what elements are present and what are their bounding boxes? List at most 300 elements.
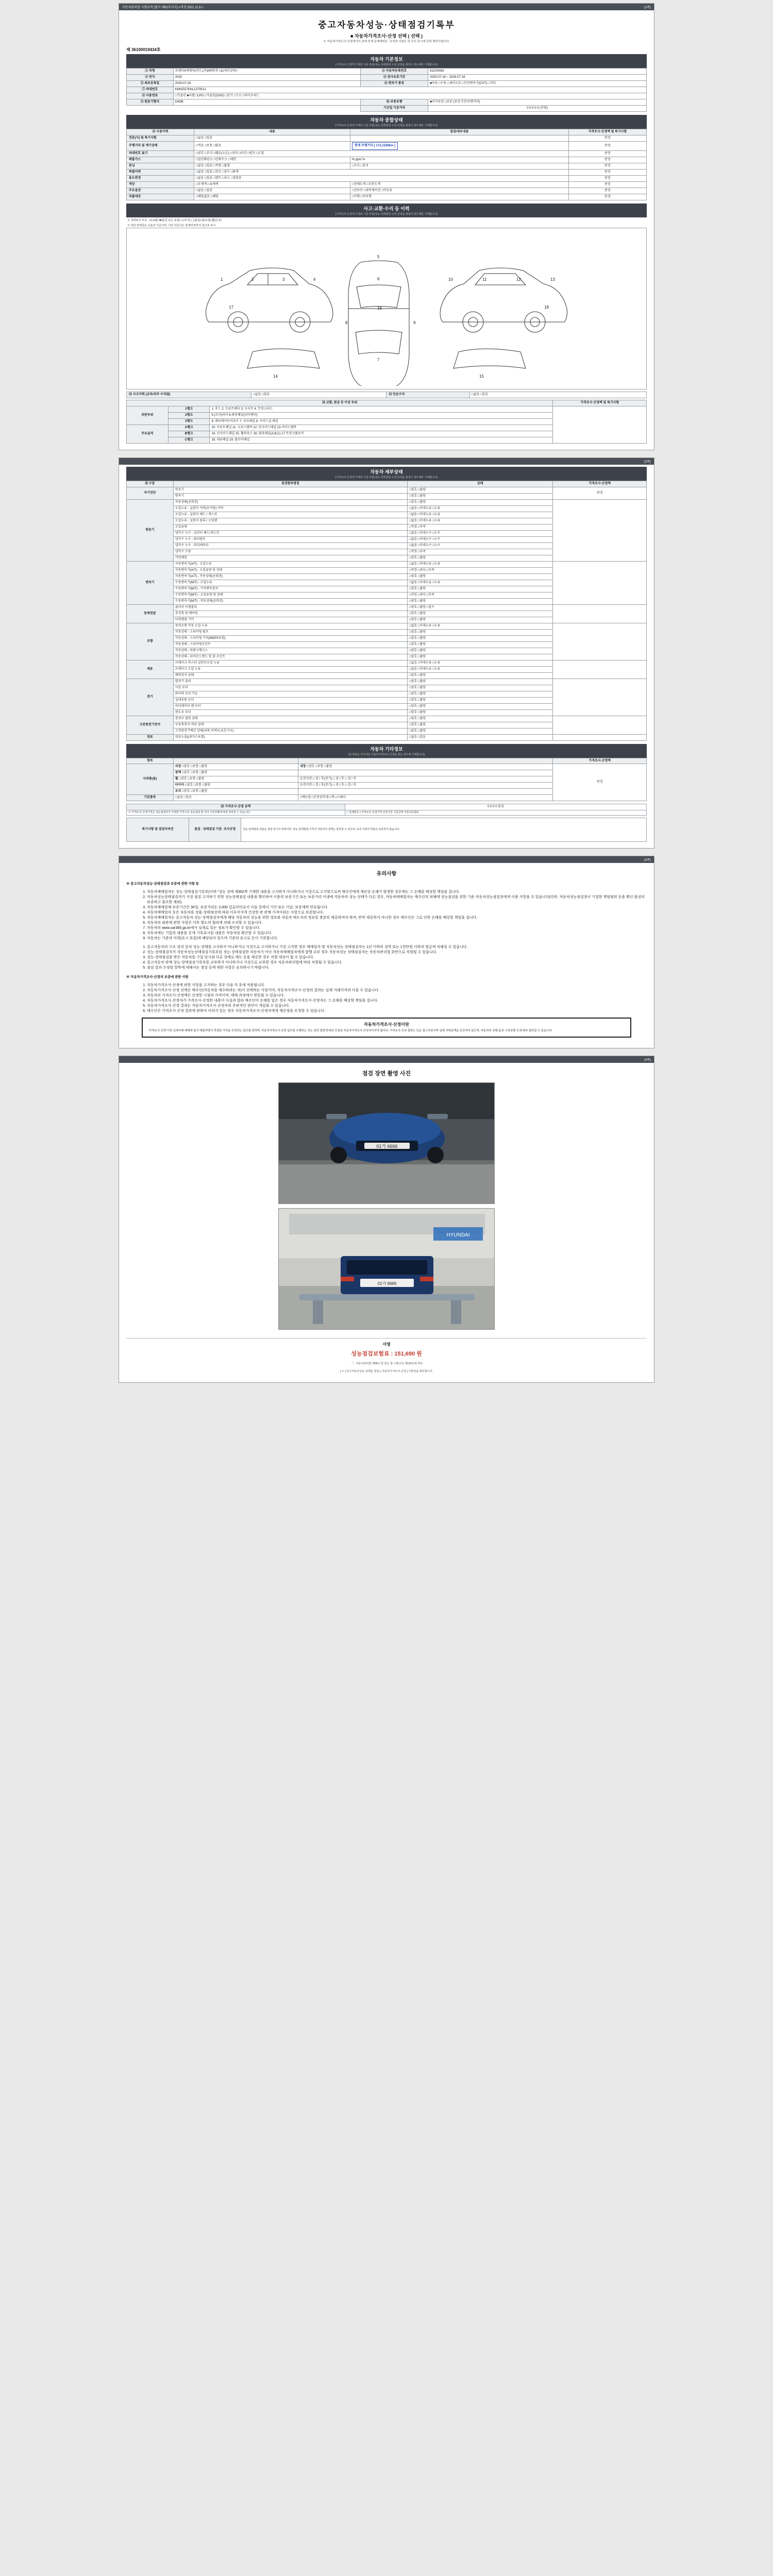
svg-text:9: 9: [413, 320, 416, 326]
detail-item-label: 수동변속기(M/T) - 오일유량 및 상태: [173, 592, 407, 598]
detail-item-label: 냉각수 수량: [173, 549, 407, 555]
price-header: ㉕ 가격조사·산정 금액: [127, 804, 345, 810]
overall-row-label: 색상: [127, 181, 194, 188]
basic-value: D4DB: [173, 99, 360, 106]
special-note-table: [126, 818, 647, 842]
detail-item-label: 작동상태(공회전): [173, 499, 407, 505]
detail-item-state[interactable]: □양호 □불량: [407, 499, 553, 505]
doc-subtitle: ■ 자동차가격조사·산정 선택 ( 선택 ): [350, 33, 423, 39]
terms-section-1-title: ※ 중고자동차성능·상태점검과 보증에 관한 사항 등: [126, 882, 199, 886]
detail-item-state[interactable]: □없음 □미세누유 □누유: [407, 561, 553, 567]
detail-item-state[interactable]: □없음 □미세누유 □누유: [407, 666, 553, 672]
detail-item-label: 커먼레일: [173, 555, 407, 561]
terms-item: 7. 자동차의 www.car365.go.kr에서 실제로 있는 정보가 확인할 수 있습니다.: [147, 925, 647, 930]
section-basic-title: 자동차 기본정보: [126, 54, 647, 63]
overall-row-extra: 판정: [568, 181, 646, 188]
detail-item-label: 브레이크 마스터 실린더오일 누유: [173, 660, 407, 666]
basic-value: KMHZG7KNLL079121: [173, 87, 646, 93]
other-base-label: 기본품목: [127, 795, 174, 801]
parts-title: ⑭ 교환, 판금 등 이상 부위: [127, 400, 553, 406]
parts-list: 18. 대쉬패널 19. 플로어패널: [210, 437, 553, 443]
detail-col-3: 가격조사·산정액: [553, 481, 647, 487]
svg-text:3: 3: [282, 277, 285, 282]
car-damage-diagram: [126, 228, 647, 389]
detail-acc-value: [553, 660, 647, 679]
terms-item: 8. 자동차에는 기입의 내용을 공개·기록표시된 내용은 자동차를 확인할 수 있습니다.: [147, 930, 647, 936]
parts-list: 10. 프론트패널 11. 크로스멤버 12. 인사이드패널 13.사이드멤버: [210, 425, 553, 431]
signature-label: 서명: [126, 1338, 647, 1348]
parts-list: 9. 레디에이터서포트 7. 루프패널 8. 사이드실 패널: [210, 418, 553, 425]
overall-row-label: 주행거리 및 계기상태: [127, 141, 194, 150]
detail-item-state[interactable]: □양호 □불량: [407, 722, 553, 728]
detail-item-label: 배력장치 상태: [173, 672, 407, 679]
section-other-title: 자동차 기타정보: [126, 744, 647, 753]
parts-rank: B랭크: [168, 431, 210, 437]
overall-row-mid[interactable]: □양호 □부식 □훼손(오손) □상이 □타각 □변조 □도말: [194, 150, 568, 157]
terms-item: 4. 자동차매매업자 등은 자동차를 상품·상태점검에 따라 이루어지게 건강한 판 판매 가격이라는 사항으로 보증합니다.: [147, 910, 647, 915]
serial-number: 제 36100019434호: [126, 47, 161, 53]
detail-item-state[interactable]: □양호 □불량: [407, 685, 553, 691]
detail-item-label: 작동상태 - 스티어링 기어(MDPS포함): [173, 635, 407, 641]
overall-row-mid[interactable]: □일산화탄소 □탄화수소 □매연: [194, 157, 350, 163]
detail-item-label: 냉각수 누수 - 실린더 헤드/개스킷: [173, 530, 407, 536]
overall-row-right: □구조 □장치: [350, 163, 568, 169]
detail-item-state[interactable]: □양호 □불량: [407, 728, 553, 734]
detail-item-label: 오일누유 - 실린더 커버(로커암) 커버: [173, 505, 407, 512]
overall-row-mid[interactable]: □없음 □있음 □적법 □불법: [194, 163, 350, 169]
other-info-table: [126, 758, 647, 802]
basic-label: ⑧ 사용연료: [127, 93, 174, 99]
special-note-sub: 점검 · 상태점검 기준· 조사산정: [189, 818, 241, 842]
price-note-left: ※ 가격조사·산정가격은 성능점검자가 가정한 가격으로 성능점검 및 기타 시장상황에 따라 달라질 수 있습니다.: [127, 810, 345, 816]
terms-section-4-title: ※ 자동차가격조사·산정의 보증에 관한 사항: [126, 975, 189, 979]
parts-list: 1. 후드 2. 프론트펜더 3. 도어프 4. 트렁크리드: [210, 406, 553, 412]
basic-value: ■자동 □수동 □세미오토 □무단변속기(CVT) □기타: [428, 81, 647, 87]
detail-col-0: ⑮ 구분: [127, 481, 174, 487]
definition-title: 자동차가격조사·산정이란: [364, 1022, 409, 1027]
other-row-right[interactable]: 운전석전 □ 전 / 후(전기) □ 전 / 후 □ 전 / 후: [298, 783, 552, 789]
basic-value: 2020-07-16: [173, 81, 360, 87]
photo-lift-rear-svg: [279, 1209, 495, 1330]
detail-acc-value: [553, 499, 647, 561]
other-col-0: 항목: [127, 758, 174, 764]
detail-item-state[interactable]: □적정 □부족: [407, 524, 553, 530]
detail-item-state[interactable]: □양호 □불량: [407, 555, 553, 561]
detail-row: [127, 679, 647, 685]
definition-box: [142, 1018, 631, 1038]
detail-group-label: 연료: [127, 734, 174, 740]
overall-row-mid[interactable]: □적음 □보통 □많음: [194, 141, 350, 150]
detail-item-label: 자동변속기(A/T) - 오일유량 및 상태: [173, 567, 407, 573]
section-basic-note: (가격조사·산정액 기재의 기준 부분(성능·상태점검 수정·산정을 점검이 경우에만 기재합니다): [126, 63, 647, 68]
footnote-2: [ ※ ] 중고자동차성능·상태를 점검, [ 자동차가격조사·산정 ] 사항임을 확인합니다.: [340, 1370, 433, 1374]
svg-text:4: 4: [313, 277, 316, 282]
section-other-note: (⑯ 항목은 부가적인 자동차가격조사·산정을 받는 경우에 기재합니다): [126, 753, 647, 758]
terms-item: 5. 점검 결과 수정된 항목에 대해서는 점검 등에 대한 사항은 유의하시기 바랍니다.: [147, 965, 647, 970]
detail-item-state[interactable]: □없음 □미세누수 □누수: [407, 536, 553, 543]
terms-list-2: [126, 944, 647, 970]
detail-item-state[interactable]: □양호 □불량: [407, 629, 553, 635]
detail-item-state[interactable]: □양호 □불량: [407, 672, 553, 679]
other-row-left[interactable]: 외장 □양호 □보통 □불량: [173, 764, 298, 770]
detail-item-state[interactable]: □양호 □불량: [407, 598, 553, 604]
detail-item-state[interactable]: □적정 □부족: [407, 549, 553, 555]
parts-rank: 2랭크: [168, 412, 210, 418]
inspection-fee-value: 151,690 원: [394, 1351, 422, 1358]
terms-item: 5. 자동차가격조사·산정 결과는 자동차가격조사·산정자의 주관적인 판단이 개입될 수 있습니다.: [147, 1003, 647, 1008]
overall-row-extra: 판정: [568, 135, 646, 141]
sheet-topbar-4: [119, 1056, 654, 1063]
detail-item-state[interactable]: □적정 □과다 □부족: [407, 592, 553, 598]
detail-row: [127, 660, 647, 666]
detail-item-label: 클러치 어셈블리: [173, 604, 407, 611]
inspection-fee-label: 성능점검보험료 :: [351, 1351, 393, 1358]
overall-row-label: 리콜대상: [127, 194, 194, 200]
basic-label: ① 차명: [127, 69, 174, 75]
detail-item-state[interactable]: □없음 □미세누유 □누유: [407, 580, 553, 586]
detail-item-state[interactable]: □없음 □있음: [407, 734, 553, 740]
other-col-3: 가격조사·산정액: [553, 758, 647, 764]
detail-group-label: 변속기: [127, 561, 174, 604]
detail-item-state[interactable]: □양호 □불량: [407, 493, 553, 499]
detail-item-label: 냉각수 누수 - 라디에이터: [173, 543, 407, 549]
terms-item: 3. 자동차매매업체 보증기간은 30일, 보증거리는 2,000 킬로미터로서 이들 중에서 기간 또는 이날, 보증계약 만료됩니다.: [147, 905, 647, 910]
overall-row-extra: 판정: [568, 194, 646, 200]
other-side-label: 사외품(옵): [127, 764, 174, 795]
detail-item-state[interactable]: □양호 □불량: [407, 716, 553, 722]
overall-row-extra: 판정: [568, 141, 646, 150]
detail-col-2: 상태: [407, 481, 553, 487]
terms-item: 3. 성능·상태점검을 받은 자동차를 구입 당시와 다른 상태로 매도 등을 제공한 경우 처벌 대상이 될 수 있습니다.: [147, 955, 647, 960]
doc-subnote: ※ 자동차가격조사·산정에서의 본래 중에 문제에따른 ·산정에 사항은 및 등의 표시에 관한 해당사합니다.: [323, 40, 450, 43]
svg-text:14: 14: [273, 374, 278, 379]
overall-row-extra: 판정: [568, 157, 646, 163]
other-row-right[interactable]: □매뉴얼 □안전삼각대 □잭 □스패너: [298, 795, 552, 801]
basic-info-table: [126, 68, 647, 112]
detail-acc-value: 판정: [553, 487, 647, 499]
overall-row-mid[interactable]: □무채색 □유채색: [194, 181, 350, 188]
terms-item: 2. 성능·상태점검자가 자동차성능상태점검기록부를 성능·상태점검한 자동차가 아닌 자동차매매업자에게 발행 교부 경우 자동차성능 상태점검자는 자동차관리법 위반으로 처벌될 수 있습니다.: [147, 950, 647, 955]
detail-item-label: 라디에이터 팬 모터: [173, 703, 407, 709]
detail-item-label: 동력조향 작동 오일 누유: [173, 623, 407, 629]
detail-item-label: 실내송풍 모터: [173, 697, 407, 703]
detail-item-label: 추진축 및 베어링: [173, 611, 407, 617]
sheet-page-2: [119, 457, 654, 849]
detail-item-label: 변속기: [173, 493, 407, 499]
mileage-value: 현재 주행거리 [ 172,1529km ]: [352, 142, 398, 150]
detail-acc-value: [553, 679, 647, 716]
overall-row-right: □전체도색 □부분도색: [350, 181, 568, 188]
detail-item-label: 고전원전기배선 상태(피복,커넥터,보호기구): [173, 728, 407, 734]
detail-item-label: 냉각수 누수 - 워터펌프: [173, 536, 407, 543]
terms-title: 유의사항: [376, 871, 397, 877]
overall-col-1: 내용: [194, 129, 350, 135]
overall-row-label: 튜닝: [127, 163, 194, 169]
detail-item-state[interactable]: □없음 □미세누수 □누수: [407, 530, 553, 536]
overall-row-extra: 판정: [568, 188, 646, 194]
detail-item-state[interactable]: □양호 □불량 □침수: [407, 604, 553, 611]
definition-body: "가격조사·산정"이란 실제거래 매매에 앞서 매물차량의 적절한 가격을 산정하는 업무를 말하며, 자동차가격조사·산정 업무를 수행하는 자는 관련 법령에 따라 등록된 자동차가격조사·산정자이어야 합니다. 가격조사·산정 결과는 단순 참고자료이며 실제 거래금액을 보증하지 않으며, 자동차의 상태·옵션·시장상황 등에 따라 달라질 수 있습니다.: [148, 1029, 552, 1033]
terms-item: 1. 중고자동차의 구조·장치 등의 성능·상태를 고지하지 아니하거나 거짓으로 고지하거나 거짓 고지한 경우 매매업자 및 자동차성능 상태점검자는 1년 이하의 징역 또는 1천만원 이하의 벌금에 처해질 수 있습니다.: [147, 944, 647, 950]
basic-value: 0 0 0 0 0 (안함): [428, 106, 647, 112]
detail-item-state[interactable]: □없음 □미세누유 □누유: [407, 623, 553, 629]
basic-label: ⑤ 최초등록일: [127, 81, 174, 87]
overall-row-right: [350, 141, 568, 150]
detail-item-label: 자동변속기(A/T) - 오일누유: [173, 561, 407, 567]
basic-label: ④ 검사유효기간: [361, 75, 428, 81]
diagram-legend-2: ※ 하단 달력중은 승용차 기준이며, 기타 차종식은 상태에 맞추어 참고로 표시: [127, 224, 216, 227]
detail-item-label: 수동변속기(M/T) - 작동상태(공회전): [173, 598, 407, 604]
detail-item-label: 연료누출(LP가스포함): [173, 734, 407, 740]
detail-item-label: 와이퍼 모터 기능: [173, 691, 407, 697]
detail-item-label: 수동변속기(M/T) - 오일누유: [173, 580, 407, 586]
terms-item: 1. 자동차매매업자는 성능·상태점검기록부(이하 "성능 상태 제352쪽 기재한 내용을 고지하지 아니하거나 거짓으로 고지할으로써 매수인에게 재산상 손해가 발생한 경우에는 그 손해를 배상할 책임을 집니다.: [147, 889, 647, 894]
overall-col-3: 가격조사·산정액 및 특기사항: [568, 129, 646, 135]
section-accident-title: 사고·교환·수리 등 이력: [126, 204, 647, 212]
detail-item-label: 윈도우 모터: [173, 709, 407, 716]
detail-row: [127, 716, 647, 722]
basic-value: □가솔린 ■디젤 □LPG □가솔린(CNG) □전기 □수소 □하이브리드: [173, 93, 646, 99]
overall-row-label: 배출가스: [127, 157, 194, 163]
basic-value: 2025-07-16 ~ 2026-07-18: [428, 75, 647, 81]
detail-item-label: 브레이크 오일 누유: [173, 666, 407, 672]
section-overall-title: 자동차 종합상태: [126, 115, 647, 124]
svg-text:16: 16: [377, 306, 382, 311]
overall-row-label: 특별이력: [127, 169, 194, 175]
detail-item-state[interactable]: □없음 □미세누유 □누유: [407, 505, 553, 512]
detail-item-state[interactable]: □양호 □불량: [407, 691, 553, 697]
special-note-value: 성능·상태점검 내용은 점검 당시의 상태이며, 성능·상태점검 이후의 자동차의 상태는 달라질 수 있으며, 보증 이외의 부분은 보증하지 않습니다.: [241, 818, 646, 842]
page-mark: (1쪽): [644, 6, 651, 9]
section-detail-title: 자동차 세부상태: [126, 467, 647, 476]
overall-row-label: 용도변경: [127, 175, 194, 181]
sheet-page-1: [119, 3, 654, 450]
parts-list: 5.(도어)라이 6.쿼터패널(리어펜더): [210, 412, 553, 418]
svg-text:13: 13: [550, 277, 555, 282]
basic-label: ⑩ 보증유형: [361, 99, 428, 106]
svg-text:17: 17: [229, 305, 233, 310]
page-mark-3: (3쪽): [644, 859, 651, 862]
other-row-left[interactable]: 휠 □양호 □보통 □불량: [173, 776, 298, 783]
detail-item-state[interactable]: □양호 □불량: [407, 654, 553, 660]
overall-row-mid[interactable]: □없음 □있음: [194, 188, 350, 194]
overall-row-right: □선루프 □내비게이션 □미등록: [350, 188, 568, 194]
terms-item: 3. 자동차의 가격조사·산정액은 산정한 시점의 가격이며, 매매 과정에서 변동될 수 있습니다.: [147, 993, 647, 998]
terms-item: 2. 자동차성능상태점검자가 거짓 점검 고지하기 위한 성능상태점검 내용을 확인하여 이용의 보증기간 또는 보증거리 이내에 자동차의 성능·상태가 다른 경우, 자동차매매업자는 매수인의 피해에 성능점검을 위한 기준·자동차성능점검장에게 이용 사항을 수 있습니다(다만, 자동차성능점검장이 기업한 책임범위 등을 확인 불성의 보증하고 참조한 제외).: [147, 894, 647, 905]
detail-group-label: 원동기: [127, 499, 174, 561]
simple-repair-value[interactable]: □없음 □있음: [469, 392, 646, 398]
svg-text:01가 6666: 01가 6666: [377, 1281, 397, 1286]
basic-label: ② 자동차등록번호: [361, 69, 428, 75]
detail-item-label: 발전기 출력: [173, 679, 407, 685]
sheet-page-3: [119, 856, 654, 1048]
parts-group: 주요골격: [127, 425, 169, 443]
overall-col-0: ⑪ 사용이력: [127, 129, 194, 135]
detail-group-label: 동력전달: [127, 604, 174, 623]
sheet-topbar: [119, 4, 654, 10]
detail-rows: [127, 487, 647, 740]
overall-row-mid[interactable]: □해당없음 □해당: [194, 194, 350, 200]
basic-value: 쏘렌티4세대차(전트,(주)KR회전 <11세부갈링>: [173, 69, 360, 75]
terms-item: 2. 자동차가격조사·산정 선택은 매수인(자동차를 매수하려는 자)이 선택하는 사항이며, 자동차가격조사·산정의 결과는 실제 거래가격과 다를 수 있습니다.: [147, 988, 647, 993]
accident-history-table: [126, 392, 647, 398]
parts-list: 14. 인사이드패널 15. 휠하우스 16. 필라패널(A,B,C) 17.트렁크플로어: [210, 431, 553, 437]
other-row-right: [298, 789, 552, 795]
detail-item-state[interactable]: □양호 □불량: [407, 573, 553, 580]
detail-group-label: 전기: [127, 679, 174, 716]
detail-item-state[interactable]: □양호 □불량: [407, 641, 553, 648]
detail-item-label: 수동변속기(M/T) - 기어변속장치: [173, 586, 407, 592]
detail-item-state[interactable]: □양호 □불량: [407, 648, 553, 654]
detail-item-state[interactable]: □양호 □불량: [407, 703, 553, 709]
detail-row: [127, 734, 647, 740]
other-acc-value: 판정: [553, 764, 647, 801]
basic-label: ⑨ 원동기형식: [127, 99, 174, 106]
detail-item-label: 오일누유 - 실린더 블록 / 오일팬: [173, 518, 407, 524]
svg-text:6: 6: [377, 277, 380, 282]
car-diagram-svg: [191, 231, 582, 386]
overall-row-label: 주요옵션: [127, 188, 194, 194]
detail-item-state[interactable]: □양호 □불량: [407, 635, 553, 641]
basic-label: 기산일 기준거리: [361, 106, 428, 112]
overall-row-label: 견문(사) 및 특기사항: [127, 135, 194, 141]
basic-label: ⑥ 변속기 종류: [361, 81, 428, 87]
svg-text:10: 10: [448, 277, 453, 282]
detail-row: [127, 499, 647, 505]
simple-repair-label: ⑬ 단순수리: [386, 392, 469, 398]
photo-lift-rear: [278, 1208, 495, 1330]
basic-value: ■자가보증 □보증 (보증기간/주행거리): [428, 99, 647, 106]
other-row-left[interactable]: 유리 □양호 □보통 □불량: [173, 789, 298, 795]
detail-item-label: 작동상태 - 타이로드엔드 및 볼 조인트: [173, 654, 407, 660]
detail-item-label: 충전구 절연 상태: [173, 716, 407, 722]
detail-acc-value: [553, 734, 647, 740]
detail-acc-value: [553, 561, 647, 604]
detail-acc-value: [553, 716, 647, 734]
detail-group-label: 제동: [127, 660, 174, 679]
detail-item-label: 자동변속기(A/T) - 작동상태(공회전): [173, 573, 407, 580]
svg-text:HYUNDAI: HYUNDAI: [446, 1232, 470, 1239]
svg-text:01가 6666: 01가 6666: [376, 1144, 398, 1149]
svg-text:7: 7: [377, 358, 380, 363]
overall-row-right: □이행 □미이행: [350, 194, 568, 200]
detail-item-state[interactable]: □양호 □불량: [407, 611, 553, 617]
detail-item-label: 구동축전지 격리 상태: [173, 722, 407, 728]
detail-item-label: 오일유량: [173, 524, 407, 530]
detail-item-state[interactable]: □없음 □미세누유 □누유: [407, 512, 553, 518]
detail-row: [127, 623, 647, 629]
page-mark-4: (4쪽): [644, 1059, 651, 1062]
detail-item-label: 작동상태 - 파워크랭크스: [173, 648, 407, 654]
sheet-topbar-2: [119, 458, 654, 465]
detail-item-state[interactable]: □양호 □불량: [407, 617, 553, 623]
sheet-page-4: [119, 1056, 654, 1383]
photo-underbody-svg: [279, 1083, 495, 1204]
overall-row-mid[interactable]: □없음 □있음 □전손 □침수 □화재: [194, 169, 568, 175]
parts-group: 외판부위: [127, 406, 169, 425]
svg-text:12: 12: [516, 277, 521, 282]
detail-row: [127, 487, 647, 493]
detail-item-label: 원동기: [173, 487, 407, 493]
detail-item-state[interactable]: □적정 □과다 □부족: [407, 567, 553, 573]
other-row-right[interactable]: 내장 □양호 □보통 □불량: [298, 764, 552, 770]
detail-item-state[interactable]: □양호 □불량: [407, 697, 553, 703]
detail-item-state[interactable]: □없음 □미세누유 □누유: [407, 660, 553, 666]
detail-item-label: 디퍼렌셜 기어: [173, 617, 407, 623]
detail-item-state[interactable]: □양호 □불량: [407, 487, 553, 493]
accident-history-label: ⑫ 사고이력 (교차/외부 수리됨): [127, 392, 251, 398]
detail-item-state[interactable]: □없음 □미세누수 □누수: [407, 543, 553, 549]
basic-value: 81C00062: [428, 69, 647, 75]
basic-label: ⑦ 차대번호: [127, 87, 174, 93]
special-note-label: 특기사항 및 점검자의견: [127, 818, 189, 842]
other-row-right[interactable]: 운전석전 □ 전 / 후(전기) □ 전 / 후 □ 전 / 후: [298, 776, 552, 783]
accident-history-value[interactable]: □없음 □있음: [251, 392, 386, 398]
svg-text:11: 11: [482, 277, 487, 282]
section-accident-note: (가격조사·산정액 기재의 기준 부분(성능·상태점검 수정·산정을 점검이 경우에만 기재합니다): [126, 212, 647, 217]
detail-item-label: 작동상태 - 스티어링 펌프: [173, 629, 407, 635]
terms-item: 9. 자동차는 기준의 이력(표시 부분)에 해당되어 있으며 기준의 표시로 등이 기록합니다.: [147, 936, 647, 941]
svg-text:18: 18: [544, 305, 549, 310]
detail-acc-value: [553, 604, 647, 623]
other-row-left[interactable]: 광택 □양호 □보통 □불량: [173, 770, 298, 776]
detail-row: [127, 604, 647, 611]
detail-item-state[interactable]: □양호 □불량: [407, 586, 553, 592]
svg-text:1: 1: [221, 277, 223, 282]
footnote-1: 「」자동차관리법 제58조 및 같은 법 시행규칙 제120조에 따라: [350, 1362, 423, 1366]
detail-group-label: 자기진단: [127, 487, 174, 499]
parts-rank: 1랭크: [168, 406, 210, 412]
svg-text:8: 8: [345, 320, 348, 326]
basic-value: 2020: [173, 75, 360, 81]
detail-row: [127, 561, 647, 567]
detail-group-label: 조향: [127, 623, 174, 660]
photo-underbody: [278, 1082, 495, 1204]
price-amount[interactable]: 0 0 0 0 원정: [345, 804, 646, 810]
overall-state-table: [126, 129, 647, 200]
overall-row-mid[interactable]: □없음 □있음 □렌트 □리스 □영업용: [194, 175, 568, 181]
detail-group-label: 고전원전기장치: [127, 716, 174, 734]
parts-acc-col: 가격조사·산정액 및 특기사항: [553, 400, 647, 406]
parts-rank: C랭크: [168, 437, 210, 443]
parts-acc-value: [553, 406, 647, 443]
page-title: 중고자동차성능·상태점검기록부: [318, 20, 455, 30]
price-table: [126, 804, 647, 816]
section-detail-note: (가격조사·산정액 기재의 기준 부분(성능·상태점검 수정·산정을 점검이 경우에만 기재합니다): [126, 476, 647, 481]
other-row-left[interactable]: □없음 □있음: [173, 795, 298, 801]
section-overall-note: (가격조사·산정액 기재의 기준 부분(성능·상태점검 수정·산정을 점검이 경우에만 기재합니다): [126, 124, 647, 129]
form-ref: 자동차관리법 시행규칙 [별지 제82호서식] <개정 2021.11.9.>: [122, 6, 204, 9]
photo-list: [126, 1080, 647, 1335]
sheet-topbar-3: [119, 856, 654, 863]
parts-rank: 3랭크: [168, 418, 210, 425]
detail-acc-value: [553, 623, 647, 660]
detail-item-state[interactable]: □없음 □미세누유 □누유: [407, 518, 553, 524]
terms-item: 5. 자동차매매업자는 중고자동차 성능·상태점검자에게 해당 자동차의 성능을 위한 정보와 자동차 매도자의 정보를 충분히 제공하여야 하며, 만약 제공하지 아니한 경우 매수인은 그로 인한 손해를 배상할 책임을 집니다.: [147, 915, 647, 920]
overall-row-right: % ppm %: [350, 157, 568, 163]
detail-col-1: 점검항목명칭: [173, 481, 407, 487]
terms-item: 6. 자동차의 외관에 관한 사항은 이후 별도의 협의에 의해 조치할 수 있습니다.: [147, 920, 647, 925]
svg-text:5: 5: [377, 255, 380, 260]
terms-item: 4. 중고자동차 판매 성능·상태점검기록부를 교부하지 아니하거나 거짓으로 교부한 경우 자동차관리법에 따라 처벌될 수 있습니다.: [147, 960, 647, 965]
detail-item-state[interactable]: □양호 □불량: [407, 709, 553, 716]
overall-col-2: 점검/세부내용: [350, 129, 568, 135]
overall-row-mid[interactable]: □없음 □있음: [194, 135, 350, 141]
other-row-left[interactable]: 타이어 □양호 □보통 □불량: [173, 783, 298, 789]
terms-item: 4. 자동차가격조사·산정자가 가격조사·산정한 내용이 사실과 달라 매수인이 손해를 입은 경우 자동차가격조사·산정자는 그 손해를 배상할 책임을 집니다.: [147, 998, 647, 1003]
basic-label: ③ 연식: [127, 75, 174, 81]
detail-item-state[interactable]: □양호 □불량: [407, 679, 553, 685]
